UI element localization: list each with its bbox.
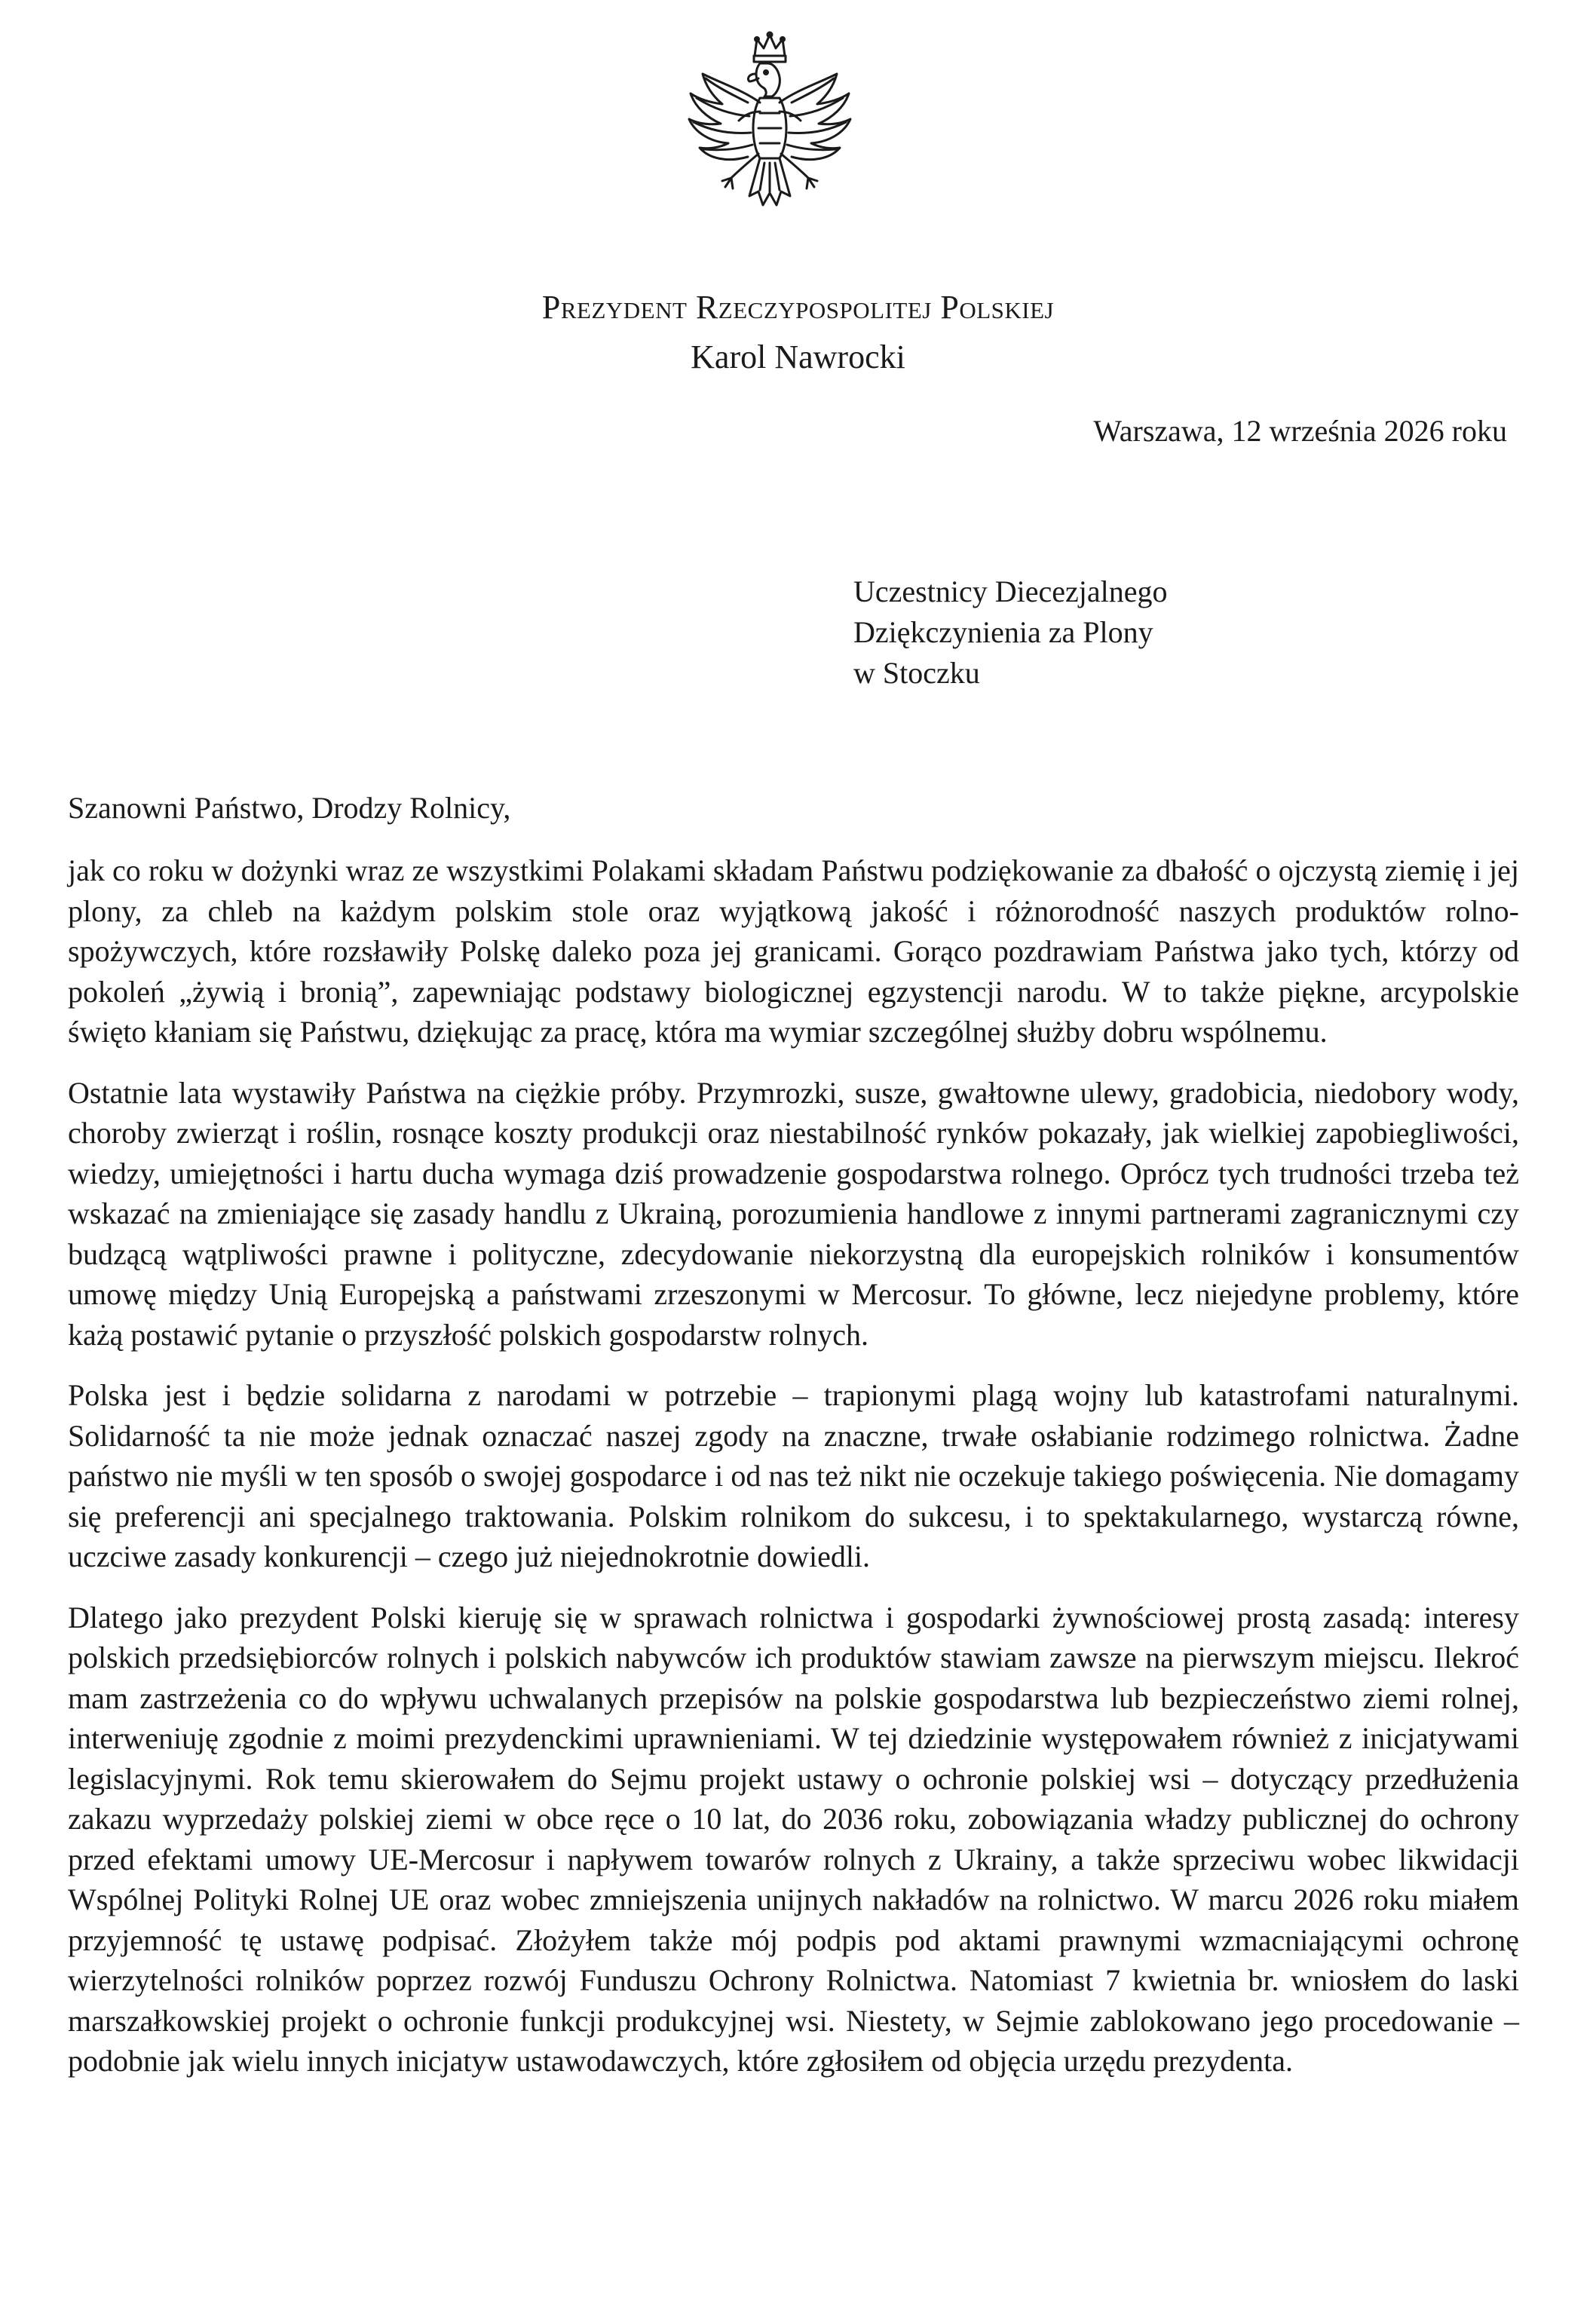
salutation: Szanowni Państwo, Drodzy Rolnicy, — [68, 791, 511, 825]
body-paragraph: Polska jest i będzie solidarna z narodami w potrzebie – trapionymi plagą wojny lub katastrofami naturalnymi. Solidarność ta nie może jednak oznaczać naszej zgody na znaczne, trwałe osłabianie rodzimego rolnictwa. Żadne państwo nie myśli w ten sposób o swojej gospodarce i od nas też nikt nie oczekuje takiego poświęcenia. Nie domagamy się preferencji ani specjalnego traktowania. Polskim rolnikom do sukcesu, i to spektakularnego, wystarczą równe, uczciwe zasady konkurencji – czego już niejednokrotnie dowiedli. — [68, 1378, 1519, 1573]
body-paragraph: jak co roku w dożynki wraz ze wszystkimi Polakami składam Państwu podziękowanie za dbałość o ojczystą ziemię i jej plony, za chleb na każdym polskim stole oraz wyjątkową jakość i różnorodność naszych produktów rolno-spożywczych, które rozsławiły Polskę daleko poza jej granicami. Gorąco pozdrawiam Państwa jako tych, którzy od pokoleń „żywią i bronią”, zapewniając podstawy biologicznej egzystencji narodu. W to także piękne, arcypolskie święto kłaniam się Państwu, dziękując za pracę, która ma wymiar szczególnej służby dobru wspólnemu. — [68, 853, 1519, 1049]
body-paragraph: Dlatego jako prezydent Polski kieruję się w sprawach rolnictwa i gospodarki żywnościowej prostą zasadą: interesy polskich przedsiębiorców rolnych i polskich nabywców ich produktów stawiam zawsze na pierwszym miejscu. Ilekroć mam zastrzeżenia co do wpływu uchwalanych przepisów na polskie gospodarstwa lub bezpieczeństwo ziemi rolnej, interweniuję zgodnie z moimi prezydenckimi uprawnieniami. W tej dziedzinie występowałem również z inicjatywami legislacyjnymi. Rok temu skierowałem do Sejmu projekt ustawy o ochronie polskiej wsi – dotyczący przedłużenia zakazu wyprzedaży polskiej ziemi w obce ręce o 10 lat, do 2036 roku, zobowiązania władzy publicznej do ochrony przed efektami umowy UE-Mercosur i napływem towarów rolnych z Ukrainy, a także sprzeciwu wobec likwidacji Wspólnej Polityki Rolnej UE oraz wobec zmniejszenia unijnych nakładów na rolnictwo. W marcu 2026 roku miałem przyjemność tę ustawę podpisać. Złożyłem także mój podpis pod aktami prawnymi wzmacniającymi ochronę wierzytelności rolników poprzez rozwój Funduszu Ochrony Rolnictwa. Natomiast 7 kwietnia br. wniosłem do laski marszałkowskiej projekt o ochronie funkcji produkcyjnej wsi. Niestety, w Sejmie zablokowano jego procedowanie – podobnie jak wielu innych inicjatyw ustawodawczych, które zgłosiłem od objęcia urzędu prezydenta. — [68, 1600, 1519, 2078]
letterhead-title: Prezydent Rzeczypospolitej Polskiej — [541, 289, 1055, 326]
white-eagle-emblem-icon — [675, 30, 864, 249]
addressee-line: Dziękczynienia za Plony — [853, 615, 1153, 649]
addressee-line: w Stoczku — [853, 656, 980, 690]
letterhead-name: Karol Nawrocki — [691, 338, 905, 375]
addressee-block — [853, 571, 1167, 694]
addressee-line: Uczestnicy Diecezjalnego — [853, 574, 1168, 608]
letter-body — [68, 850, 1519, 2102]
body-paragraph: Ostatnie lata wystawiły Państwa na ciężkie próby. Przymrozki, susze, gwałtowne ulewy, gradobicia, niedobory wody, choroby zwierząt i roślin, rosnące koszty produkcji oraz niestabilność rynków pokazały, jak wielkiej zapobiegliwości, wiedzy, umiejętności i hartu ducha wymaga dziś prowadzenie gospodarstwa rolnego. Oprócz tych trudności trzeba też wskazać na zmieniające się zasady handlu z Ukrainą, porozumienia handlowe z innymi partnerami zagranicznymi czy budzącą wątpliwości prawne i polityczne, zdecydowanie niekorzystną dla europejskich rolników i konsumentów umowę między Unią Europejską a państwami zrzeszonymi w Mercosur. To główne, lecz niejedyne problemy, które każą postawić pytanie o przyszłość polskich gospodarstw rolnych. — [68, 1075, 1519, 1352]
date-line: Warszawa, 12 września 2026 roku — [1093, 414, 1507, 448]
